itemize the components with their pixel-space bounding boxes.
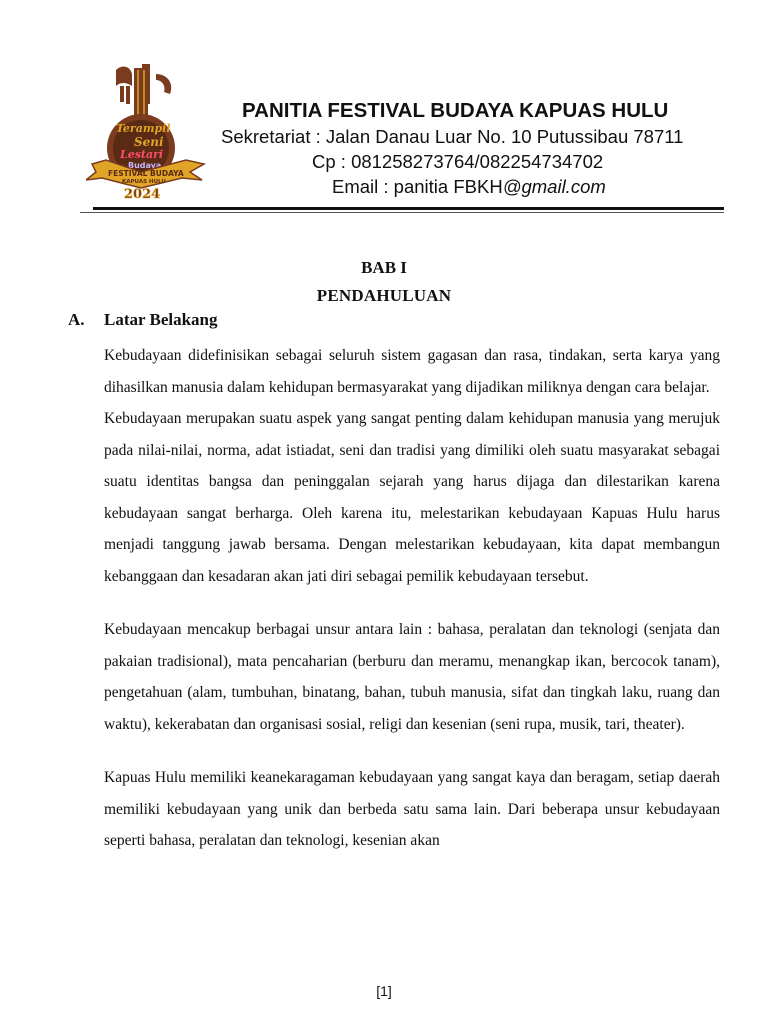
logo-text-low: Budaya	[128, 161, 162, 170]
body-content	[104, 340, 720, 857]
letterhead	[214, 98, 724, 199]
email-domain: @gmail.com	[502, 176, 606, 197]
paragraph-1: Kebudayaan didefinisikan sebagai seluruh sistem gagasan dan rasa, tindakan, serta karya yang dihasilkan manusia dalam kehidupan bermasyarakat yang dijadikan miliknya dengan cara belajar.	[104, 347, 720, 396]
letterhead-divider-thin	[80, 212, 724, 213]
festival-logo	[86, 60, 210, 200]
paragraph-4: Kapuas Hulu memiliki keanekaragaman kebudayaan yang sangat kaya dan beragam, setiap daerah memiliki kebudayaan yang unik dan berbeda satu sama lain. Dari beberapa unsur kebudayaan seperti bahasa, peralatan dan teknologi, kesenian akan	[104, 769, 720, 849]
letterhead-divider-thick	[93, 207, 724, 210]
logo-year: 2024	[124, 187, 161, 200]
logo-text-script: Lestari	[120, 148, 164, 161]
logo-ribbon-text: FESTIVAL BUDAYA	[108, 169, 184, 178]
logo-side-curl	[156, 74, 171, 94]
organization-name: PANITIA FESTIVAL BUDAYA KAPUAS HULU	[242, 99, 669, 122]
email-prefix: Email : panitia FBKH	[332, 176, 503, 197]
paragraph-3: Kebudayaan mencakup berbagai unsur antara lain : bahasa, peralatan dan teknologi (senjata dan pakaian tradisional), mata pencaharian (berburu dan meramu, menangkap ikan, bercocok tanam), pengetahuan (alam, tumbuhan, binatang, bahan, tubuh manusia, sifat dan tingkah laku, ruang dan waktu), kekerabatan dan organisasi sosial, religi dan kesenian (seni rupa, musik, tari, theater).	[104, 621, 720, 733]
logo-ribbon-sub: KAPUAS HULU	[122, 179, 166, 185]
logo-sape-head	[142, 64, 150, 104]
contact-phone: Cp : 081258273764/082254734702	[312, 151, 604, 172]
section-title: Latar Belakang	[104, 310, 218, 329]
paragraph-2: Kebudayaan merupakan suatu aspek yang sangat penting dalam kehidupan manusia yang merujuk pada nilai-nilai, norma, adat istiadat, seni dan tradisi yang dimiliki oleh suatu masyarakat sebagai suatu identitas bangsa dan peninggalan sejarah yang harus dijaga dan dilestarikan karena kebudayaan sangat berharga. Oleh karena itu, melestarikan kebudayaan Kapuas Hulu harus menjadi tanggung jawab bersama. Dengan melestarikan kebudayaan, kita dapat membangun kebanggaan dan kesadaran akan jati diri sebagai pemilik kebudayaan tersebut.	[104, 410, 720, 585]
logo-text-mid: Seni	[134, 135, 164, 149]
section-letter: A.	[68, 310, 85, 329]
chapter-number: BAB I	[361, 258, 407, 277]
logo-text-top: Terampil	[116, 122, 171, 135]
page-number: [1]	[376, 983, 392, 999]
contact-email	[332, 174, 724, 199]
secretariat-address: Sekretariat : Jalan Danau Luar No. 10 Putussibau 78711	[221, 126, 684, 147]
section-heading	[68, 308, 218, 332]
chapter-title: PENDAHULUAN	[316, 286, 452, 305]
logo-headstock-curl	[116, 67, 132, 86]
